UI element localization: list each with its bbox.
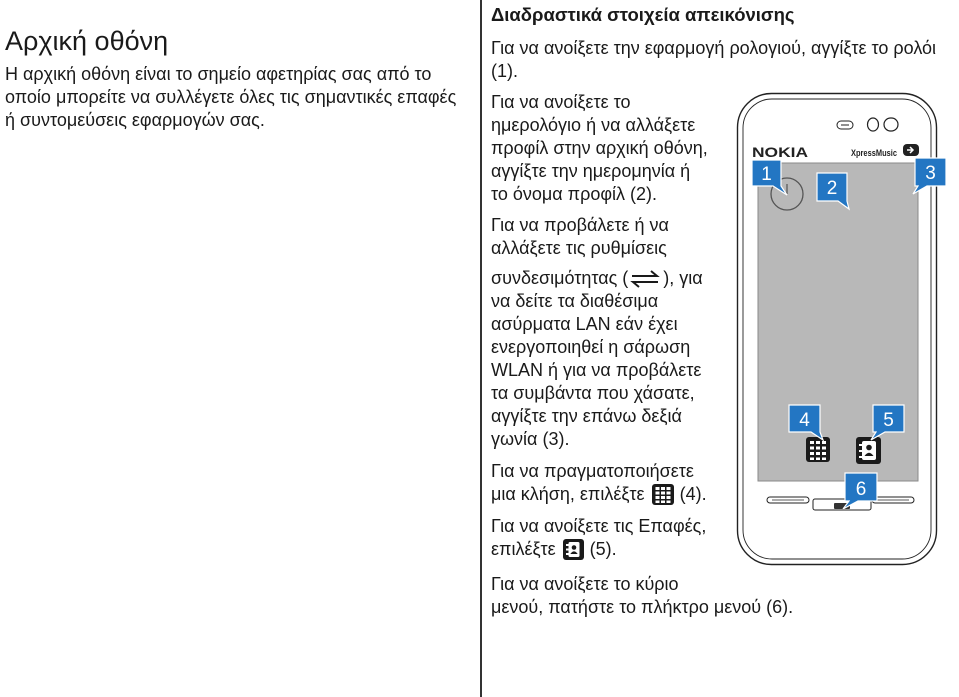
connectivity-text-before: συνδεσιμότητας ( [491, 268, 629, 288]
connectivity-icon-line [491, 260, 703, 290]
callout-6-label: 6 [855, 479, 867, 500]
calendar-paragraph [491, 91, 708, 206]
display-elements-heading: Διαδραστικά στοιχεία απεικόνισης [491, 4, 795, 25]
contacts-icon [563, 539, 584, 560]
connectivity-line: αγγίξτε την επάνω δεξιά [491, 406, 682, 426]
call-paragraph [491, 460, 707, 506]
home-screen-title: Αρχική οθόνη [5, 26, 169, 56]
media-key-icon [903, 144, 919, 156]
home-screen-intro [5, 63, 456, 132]
calendar-line: Για να ανοίξετε το [491, 92, 631, 112]
menu-line: Για να ανοίξετε το κύριο [491, 574, 679, 594]
call-text-before: μια κλήση, επιλέξτε [491, 484, 645, 504]
contacts-icon-line [491, 538, 706, 561]
nokia-logo: NOKIA [752, 145, 809, 160]
call-text-after: (4). [679, 484, 707, 504]
call-line: Για να πραγματοποιήσετε [491, 461, 694, 481]
connectivity-line: αλλάξετε τις ρυθμίσεις [491, 238, 667, 258]
clock-line: Για να ανοίξετε την εφαρμογή ρολογιού, αγγίξτε το ρολόι [491, 38, 937, 58]
contacts-text-before: επιλέξτε [491, 539, 556, 559]
intro-line: οποίο μπορείτε να συλλέγετε όλες τις σημαντικές επαφές [5, 87, 457, 107]
connectivity-line: να δείτε τα διαθέσιμα [491, 291, 659, 311]
calendar-line: αγγίξτε την ημερομηνία ή [491, 161, 691, 181]
connectivity-line: γωνία (3). [491, 429, 570, 449]
contacts-text-after: (5). [589, 539, 617, 559]
menu-line: μενού, πατήστε το πλήκτρο μενού (6). [491, 597, 794, 617]
clock-line: (1). [491, 61, 518, 81]
phone-screen [758, 163, 918, 481]
xpressmusic-label: XpressMusic [851, 148, 897, 159]
calendar-line: το όνομα προφίλ (2). [491, 184, 658, 204]
calendar-line: ημερολόγιο ή να αλλάξετε [491, 115, 696, 135]
connectivity-line: Για να προβάλετε ή να [491, 215, 669, 235]
connectivity-line: τα συμβάντα που χάσατε, [491, 383, 695, 403]
connectivity-line: ασύρματα LAN εάν έχει [491, 314, 678, 334]
calendar-line: προφίλ στην αρχική οθόνη, [491, 138, 708, 158]
contacts-line: Για να ανοίξετε τις Επαφές, [491, 516, 707, 536]
connectivity-paragraph [491, 214, 703, 451]
dialer-icon [652, 484, 674, 505]
connectivity-text-after: ), για [663, 268, 703, 288]
call-icon-line [491, 483, 707, 506]
callout-4-label: 4 [799, 410, 810, 431]
menu-paragraph [491, 573, 793, 619]
contacts-icon [856, 437, 881, 464]
clock-paragraph [491, 37, 936, 83]
callout-5-label: 5 [883, 410, 894, 431]
callout-3-label: 3 [925, 163, 936, 184]
intro-line: ή συντομεύσεις εφαρμογών σας. [5, 110, 265, 130]
callout-1-label: 1 [761, 164, 772, 185]
phone-illustration [730, 88, 952, 570]
column-divider [480, 0, 482, 697]
connectivity-line: WLAN ή για να προβάλετε [491, 360, 702, 380]
intro-line: Η αρχική οθόνη είναι το σημείο αφετηρίας σας από το [5, 64, 432, 84]
dialer-icon [806, 437, 830, 462]
contacts-paragraph [491, 515, 706, 561]
callout-2-label: 2 [826, 178, 838, 199]
connectivity-line: ενεργοποιηθεί η σάρωση [491, 337, 691, 357]
connectivity-icon [630, 270, 660, 288]
